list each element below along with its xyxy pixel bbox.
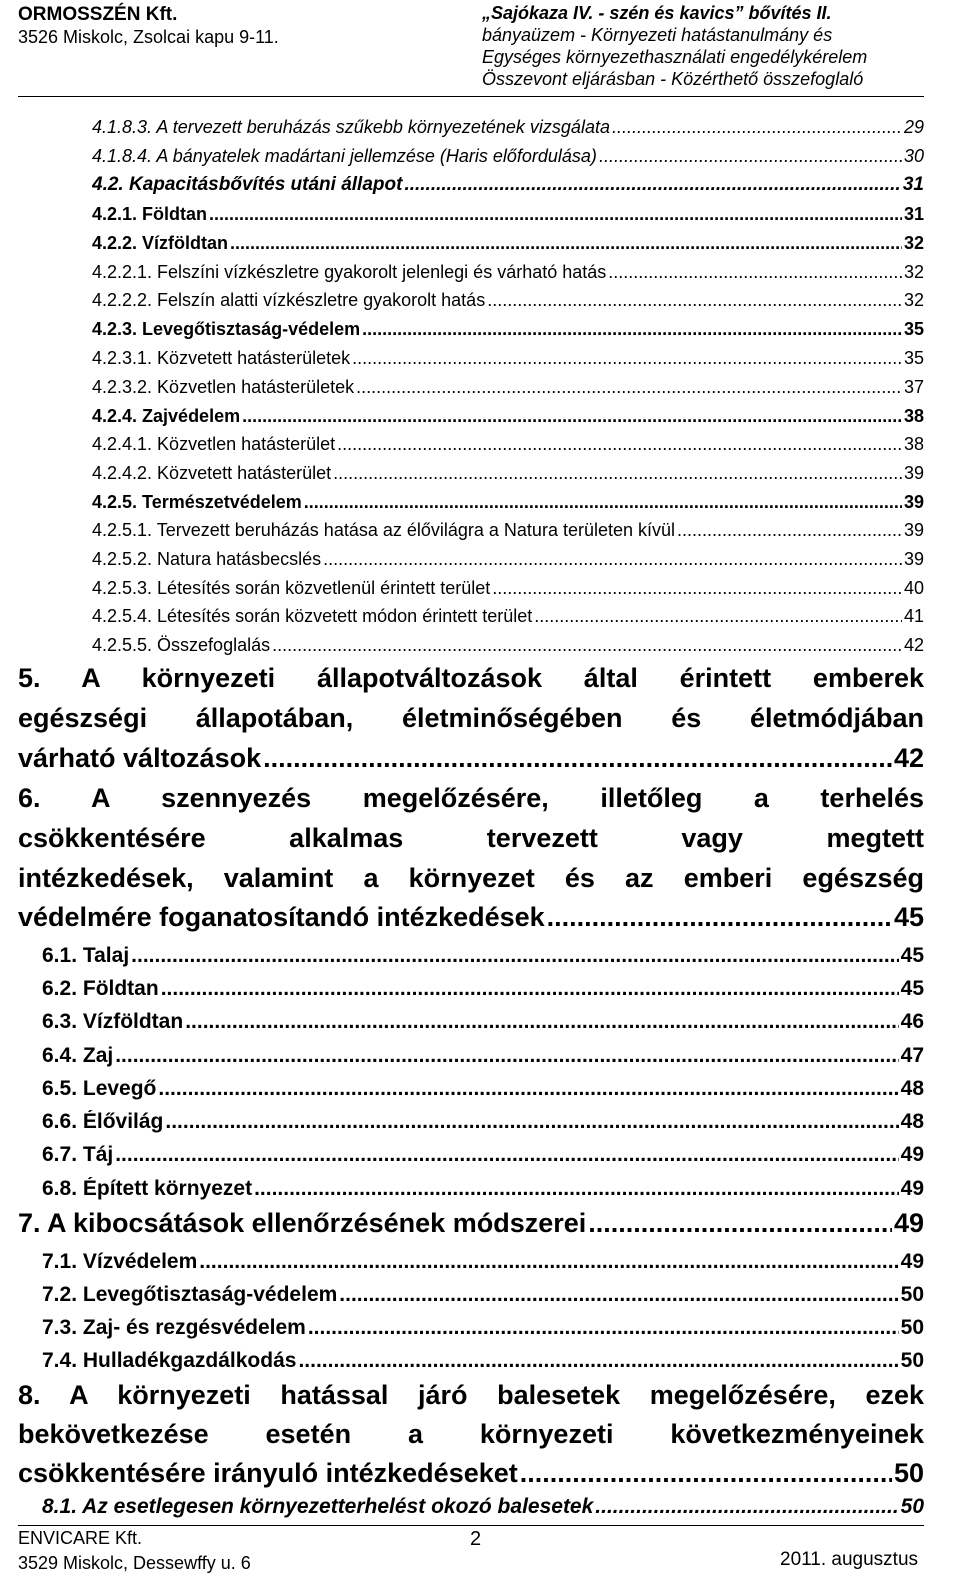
toc-entry[interactable] — [92, 578, 924, 599]
toc-entry-title: védelmére foganatosítandó intézkedések — [18, 902, 545, 932]
toc-entry[interactable] — [92, 348, 924, 369]
header-divider — [18, 96, 924, 97]
toc-entry[interactable] — [18, 1208, 924, 1239]
toc-entry-title: 4.2.5. Természetvédelem — [92, 492, 302, 512]
toc-chapter-line[interactable]: bekövetkezése esetén a környezeti következményeinek — [18, 1419, 924, 1449]
toc-entry[interactable] — [92, 117, 924, 138]
header-left — [18, 4, 468, 48]
toc-entry[interactable] — [18, 743, 924, 774]
toc-entry[interactable] — [42, 1010, 924, 1034]
toc-entry-page: 50 — [893, 1458, 924, 1488]
toc-entry-title: 4.2.3. Levegőtisztaság-védelem — [92, 319, 361, 339]
toc-entry-page: 32 — [903, 290, 924, 310]
toc-entry-page: 50 — [900, 1283, 924, 1306]
toc-entry-page: 39 — [903, 520, 924, 540]
toc-entry-title: csökkentésére irányuló intézkedéseket — [18, 1458, 518, 1488]
toc-entry-page: 32 — [903, 262, 924, 282]
footer-address: 3529 Miskolc, Dessewffy u. 6 — [18, 1553, 251, 1573]
toc-entry-page: 35 — [903, 319, 924, 339]
toc-entry-page: 45 — [900, 977, 924, 1000]
toc-entry-page: 32 — [903, 233, 924, 253]
toc-entry-page: 45 — [893, 902, 924, 932]
toc-entry[interactable] — [92, 204, 924, 225]
toc-chapter-line[interactable]: intézkedések, valamint a környezet és az emberi egészség — [18, 863, 924, 893]
toc-entry[interactable] — [92, 635, 924, 656]
toc-chapter-line[interactable]: 8. A környezeti hatással járó balesetek megelőzésére, ezek — [18, 1380, 924, 1410]
toc-entry-title: 7.1. Vízvédelem — [42, 1250, 198, 1273]
toc-entry-title: 4.2.2.1. Felszíni vízkészletre gyakorolt jelenlegi és várható hatás — [92, 262, 607, 282]
header-title-line: „Sajókaza IV. - szén és kavics” bővítés II. — [482, 3, 832, 23]
toc-entry-title: 4.2.3.1. Közvetett hatásterületek — [92, 348, 351, 368]
footer-date: 2011. augusztus — [780, 1549, 919, 1570]
toc-entry-title: 4.2.5.2. Natura hatásbecslés — [92, 549, 322, 569]
toc-entry[interactable] — [42, 1077, 924, 1101]
toc-entry-page: 31 — [903, 204, 924, 224]
toc-entry-page: 49 — [900, 1177, 924, 1200]
toc-entry-page: 30 — [903, 146, 924, 166]
toc-entry-page: 35 — [903, 348, 924, 368]
toc-entry-title: 4.2.5.4. Létesítés során közvetett módon érintett terület — [92, 606, 533, 626]
toc-entry-page: 47 — [900, 1044, 924, 1067]
toc-entry[interactable] — [92, 606, 924, 627]
toc-entry[interactable] — [42, 1250, 924, 1274]
toc-entry-title: 4.2.5.1. Tervezett beruházás hatása az élővilágra a Natura területen kívül — [92, 520, 676, 540]
toc-entry-page: 50 — [900, 1495, 924, 1518]
toc-entry-title: 4.1.8.4. A bányatelek madártani jellemzése (Haris előfordulása) — [92, 146, 597, 166]
toc-entry-page: 40 — [903, 578, 924, 598]
header-title-line: Összevont eljárásban - Közérthető összefoglaló — [482, 69, 864, 89]
toc-entry-page: 29 — [903, 117, 924, 137]
toc-entry-title: 6.1. Talaj — [42, 944, 130, 967]
toc-entry-title: 6.2. Földtan — [42, 977, 159, 1000]
toc-chapter-line[interactable]: 5. A környezeti állapotváltozások által érintett emberek — [18, 663, 924, 693]
toc-entry-page: 42 — [893, 743, 924, 773]
toc-entry[interactable] — [92, 262, 924, 283]
toc-entry[interactable] — [92, 377, 924, 398]
toc-entry[interactable] — [92, 319, 924, 340]
toc-entry-title: 4.2.5.5. Összefoglalás — [92, 635, 271, 655]
toc-entry-title: 7. A kibocsátások ellenőrzésének módszerei — [18, 1208, 587, 1238]
toc-entry-page: 48 — [900, 1110, 924, 1133]
toc-entry[interactable] — [42, 1495, 924, 1519]
toc-entry-title: 6.5. Levegő — [42, 1077, 157, 1100]
toc-chapter-line[interactable]: 6. A szennyezés megelőzésére, illetőleg a terhelés — [18, 783, 924, 813]
toc-entry-page: 41 — [903, 606, 924, 626]
toc-entry[interactable] — [92, 492, 924, 513]
toc-entry-page: 46 — [900, 1010, 924, 1033]
toc-entry[interactable] — [92, 406, 924, 427]
toc-entry[interactable] — [92, 290, 924, 311]
toc-entry[interactable] — [42, 1316, 924, 1340]
toc-entry-title: 4.2.3.2. Közvetlen hatásterületek — [92, 377, 355, 397]
footer-company: ENVICARE Kft. — [18, 1528, 143, 1548]
header-title-line: Egységes környezethasználati engedélykérelem — [482, 47, 868, 67]
toc-entry-title: 4.2. Kapacitásbővítés utáni állapot — [92, 174, 403, 195]
toc-entry-title: 4.2.4.2. Közvetett hatásterület — [92, 463, 332, 483]
toc-entry-page: 49 — [900, 1250, 924, 1273]
toc-entry[interactable] — [42, 977, 924, 1001]
toc-entry[interactable] — [42, 1143, 924, 1167]
toc-entry[interactable] — [92, 146, 924, 167]
toc-entry-page: 31 — [902, 174, 924, 195]
toc-entry-page: 39 — [903, 549, 924, 569]
toc-entry-page: 38 — [903, 406, 924, 426]
toc-entry-title: 6.4. Zaj — [42, 1044, 114, 1067]
toc-entry[interactable] — [18, 1458, 924, 1489]
toc-entry[interactable] — [42, 1110, 924, 1134]
toc-entry-page: 39 — [903, 492, 924, 512]
toc-entry-title: 6.7. Táj — [42, 1143, 114, 1166]
toc-entry[interactable] — [42, 1044, 924, 1068]
toc-entry[interactable] — [92, 549, 924, 570]
toc-entry[interactable] — [42, 1283, 924, 1307]
toc-entry[interactable] — [42, 1349, 924, 1373]
toc-entry-title: 4.2.1. Földtan — [92, 204, 208, 224]
toc-entry[interactable] — [92, 463, 924, 484]
toc-entry[interactable] — [92, 233, 924, 254]
toc-entry-page: 49 — [893, 1208, 924, 1238]
toc-chapter-line[interactable]: csökkentésére alkalmas tervezett vagy megtett — [18, 823, 924, 853]
header-title-line: bányaüzem - Környezeti hatástanulmány és — [482, 25, 833, 45]
toc-entry-title: 6.8. Épített környezet — [42, 1177, 253, 1200]
toc-entry-title: 7.3. Zaj- és rezgésvédelem — [42, 1316, 306, 1339]
toc-entry-title: 4.2.2.2. Felszín alatti vízkészletre gyakorolt hatás — [92, 290, 486, 310]
toc-entry-title: 6.6. Élővilág — [42, 1110, 164, 1133]
toc-entry-page: 50 — [900, 1316, 924, 1339]
toc-entry-page: 39 — [903, 463, 924, 483]
footer-page-number: 2 — [470, 1528, 482, 1550]
toc-entry[interactable] — [92, 174, 924, 196]
toc-entry-page: 38 — [903, 434, 924, 454]
toc-entry-title: 4.2.2. Vízföldtan — [92, 233, 229, 253]
header-document-title — [482, 2, 924, 90]
toc-entry-page: 42 — [903, 635, 924, 655]
toc-entry-title: 7.2. Levegőtisztaság-védelem — [42, 1283, 338, 1306]
toc-entry-title: 6.3. Vízföldtan — [42, 1010, 184, 1033]
toc-entry[interactable] — [92, 434, 924, 455]
toc-entry[interactable] — [42, 944, 924, 968]
toc-entry[interactable] — [18, 902, 924, 933]
toc-entry-title: 7.4. Hulladékgazdálkodás — [42, 1349, 297, 1372]
header-address: 3526 Miskolc, Zsolcai kapu 9-11. — [18, 27, 279, 47]
header-company: ORMOSSZÉN Kft. — [18, 4, 178, 25]
footer-left — [18, 1526, 251, 1576]
toc-entry-title: 4.2.4. Zajvédelem — [92, 406, 241, 426]
toc-entry-title: várható változások — [18, 743, 262, 773]
toc-entry-title: 8.1. Az esetlegesen környezetterhelést okozó balesetek — [42, 1495, 594, 1518]
toc-entry-title: 4.2.4.1. Közvetlen hatásterület — [92, 434, 336, 454]
toc-entry-page: 49 — [900, 1143, 924, 1166]
toc-entry-title: 4.1.8.3. A tervezett beruházás szűkebb környezetének vizsgálata — [92, 117, 610, 137]
toc-entry-page: 37 — [903, 377, 924, 397]
toc-entry-page: 50 — [900, 1349, 924, 1372]
toc-entry-title: 4.2.5.3. Létesítés során közvetlenül érintett terület — [92, 578, 491, 598]
toc-entry[interactable] — [92, 520, 924, 541]
toc-entry-page: 45 — [900, 944, 924, 967]
toc-entry[interactable] — [42, 1177, 924, 1201]
toc-chapter-line[interactable]: egészségi állapotában, életminőségében és életmódjában — [18, 703, 924, 733]
toc-entry-page: 48 — [900, 1077, 924, 1100]
